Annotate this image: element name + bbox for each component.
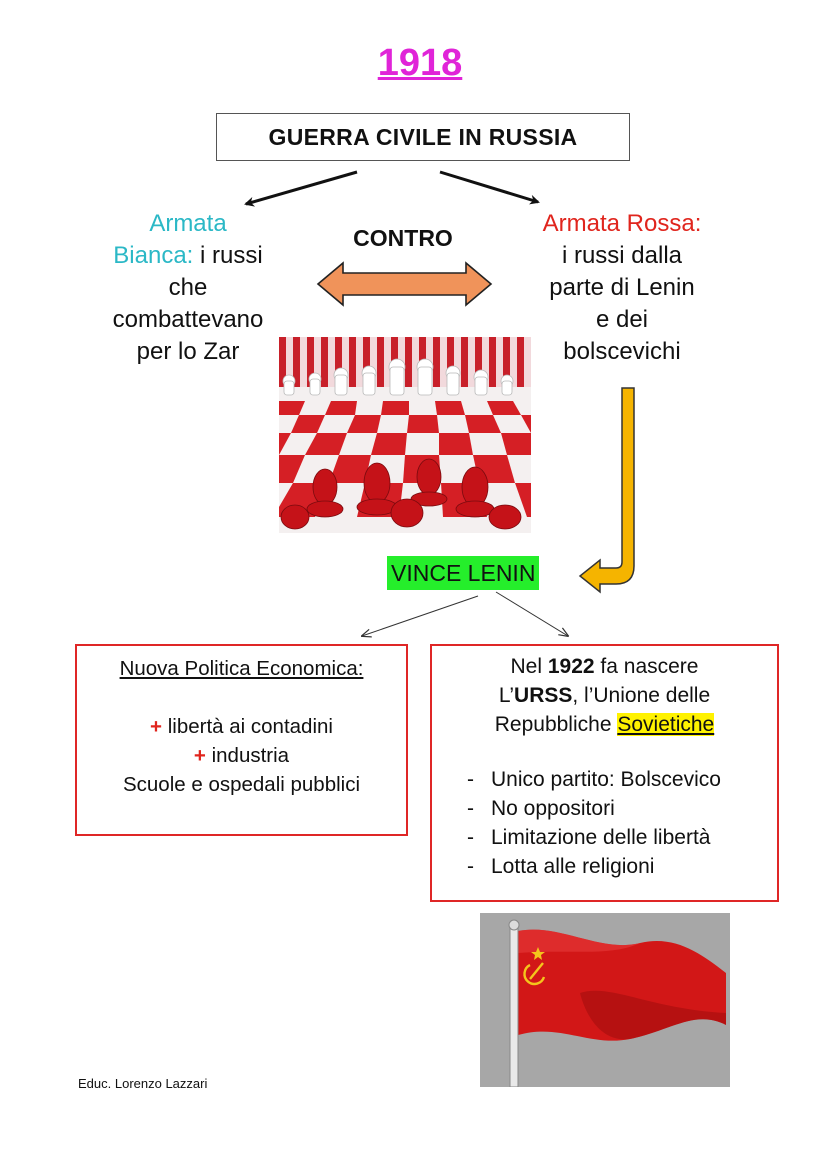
dash-icon: - — [467, 768, 474, 791]
white-army-name-2: Bianca: — [113, 242, 194, 269]
nep-item-3: Scuole e ospedali pubblici — [122, 773, 361, 796]
year-title: 1918 — [377, 42, 463, 84]
white-army-desc-a: i russi — [193, 242, 263, 269]
urss-box — [430, 644, 779, 902]
plus-icon: + — [150, 715, 163, 738]
urss-t1-end: fa nascere — [594, 655, 699, 678]
down-arrow-icon — [580, 388, 634, 592]
list-item — [467, 823, 777, 852]
arrow-right-title — [440, 172, 538, 202]
list-item-text: Unico partito: Bolscevico — [491, 768, 721, 791]
arrow-to-urss — [496, 592, 568, 636]
urss-t3: Repubbliche — [494, 713, 618, 736]
white-army-text — [88, 208, 288, 368]
nep-item-2-text: industria — [205, 744, 290, 767]
dash-icon: - — [467, 797, 474, 820]
list-item-text: No oppositori — [491, 797, 615, 820]
red-army-name: Armata Rossa: — [542, 210, 702, 237]
arrow-to-nep — [362, 596, 478, 636]
white-army-desc-d: per lo Zar — [136, 338, 240, 365]
nep-item-1-text: libertà ai contadini — [162, 715, 333, 738]
red-army-text — [522, 208, 722, 368]
urss-intro — [432, 652, 777, 739]
plus-icon: + — [193, 744, 206, 767]
chess-board-image — [279, 337, 531, 533]
winner-label: VINCE LENIN — [387, 556, 539, 590]
list-item-text: Lotta alle religioni — [491, 855, 655, 878]
white-army-desc-b: che — [168, 274, 208, 301]
arrow-left-title — [246, 172, 357, 204]
list-item — [467, 765, 777, 794]
list-item-text: Limitazione delle libertà — [491, 826, 711, 849]
white-army-desc-c: combattevano — [112, 306, 264, 333]
nep-box — [75, 644, 408, 836]
dash-icon: - — [467, 826, 474, 849]
urss-t2-end: , l’Unione delle — [572, 684, 711, 707]
nep-item-2 — [77, 741, 406, 770]
urss-acronym: URSS — [514, 684, 573, 707]
urss-highlight: Sovietiche — [617, 713, 715, 736]
red-army-line4: bolscevichi — [563, 338, 681, 365]
nep-heading: Nuova Politica Economica: — [119, 657, 364, 680]
dash-icon: - — [467, 855, 474, 878]
double-arrow-icon — [318, 263, 491, 305]
white-army-name-1: Armata — [149, 210, 227, 237]
main-title: GUERRA CIVILE IN RUSSIA — [268, 123, 578, 150]
soviet-flag-image — [480, 913, 730, 1087]
nep-item-1 — [77, 712, 406, 741]
red-army-line2: parte di Lenin — [549, 274, 695, 301]
urss-list — [432, 765, 777, 881]
urss-t1: Nel — [510, 655, 548, 678]
urss-t2: L’ — [498, 684, 515, 707]
red-army-line1: i russi dalla — [561, 242, 683, 269]
contro-label: CONTRO — [353, 225, 453, 251]
red-army-line3: e dei — [595, 306, 649, 333]
urss-year: 1922 — [547, 655, 595, 678]
list-item — [467, 852, 777, 881]
author-credit: Educ. Lorenzo Lazzari — [78, 1076, 208, 1091]
list-item — [467, 794, 777, 823]
